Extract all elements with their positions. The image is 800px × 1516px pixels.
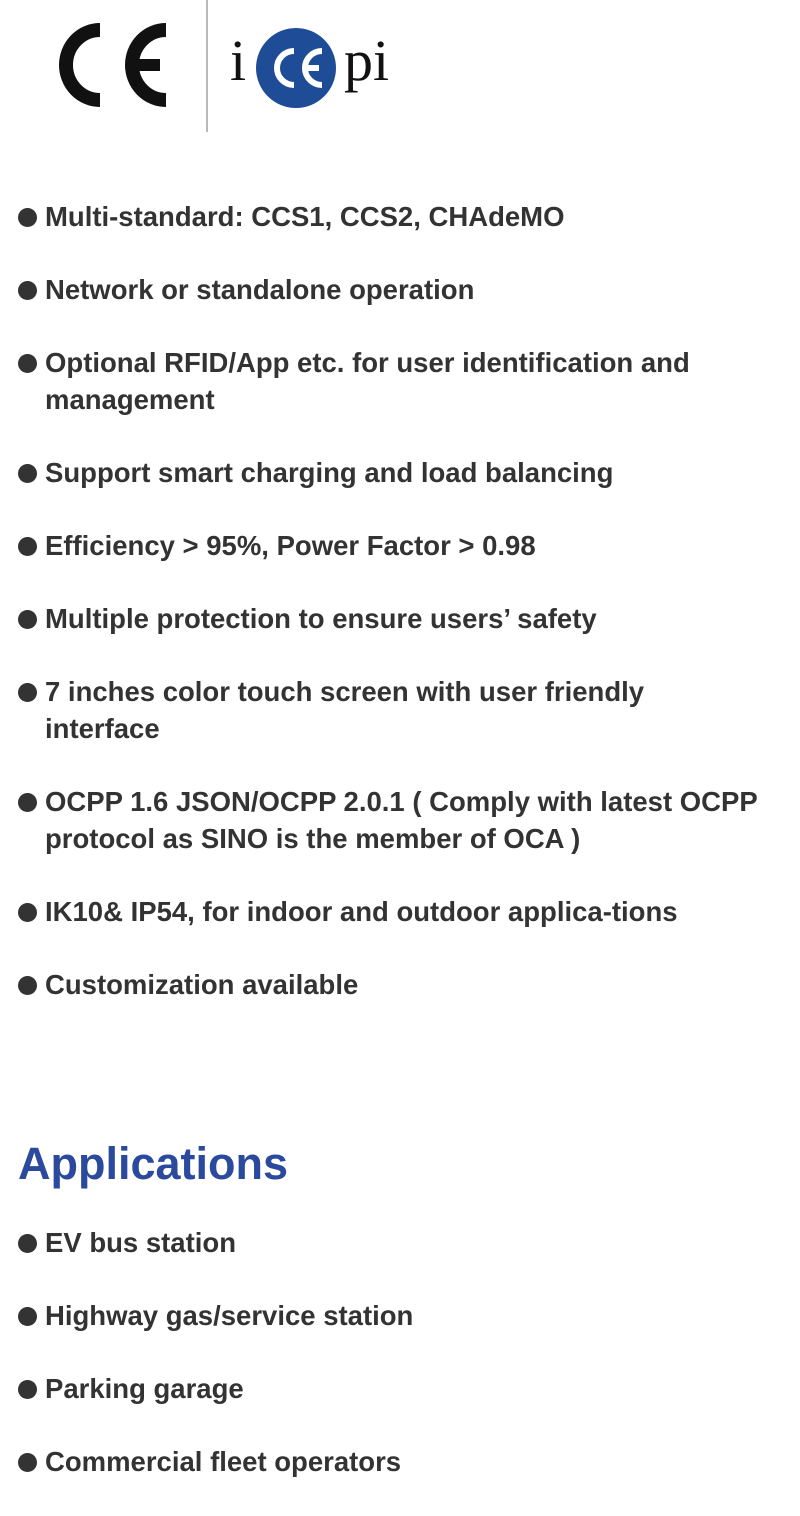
bullet-icon bbox=[18, 1234, 37, 1253]
applications-list bbox=[18, 1224, 758, 1516]
bullet-icon bbox=[18, 793, 37, 812]
bullet-icon bbox=[18, 976, 37, 995]
svg-text:i: i bbox=[230, 28, 247, 93]
feature-item bbox=[18, 271, 758, 308]
bullet-icon bbox=[18, 354, 37, 373]
certification-logos bbox=[0, 0, 800, 140]
bullet-icon bbox=[18, 208, 37, 227]
application-item bbox=[18, 1370, 758, 1407]
feature-text: Network or standalone operation bbox=[45, 274, 475, 305]
feature-item bbox=[18, 673, 758, 747]
bullet-icon bbox=[18, 281, 37, 300]
feature-text: IK10& IP54, for indoor and outdoor applica-tions bbox=[45, 896, 678, 927]
feature-text: Support smart charging and load balancing bbox=[45, 457, 614, 488]
bullet-icon bbox=[18, 610, 37, 629]
feature-item bbox=[18, 344, 758, 418]
bullet-icon bbox=[18, 1307, 37, 1326]
bullet-icon bbox=[18, 683, 37, 702]
feature-item bbox=[18, 600, 758, 637]
bullet-icon bbox=[18, 903, 37, 922]
ce-mark-logo bbox=[50, 22, 170, 108]
feature-item bbox=[18, 893, 758, 930]
bullet-icon bbox=[18, 537, 37, 556]
feature-text: 7 inches color touch screen with user friendly interface bbox=[45, 676, 645, 744]
bullet-icon bbox=[18, 464, 37, 483]
feature-text: Optional RFID/App etc. for user identification and management bbox=[45, 347, 690, 415]
feature-text: Multi-standard: CCS1, CCS2, CHAdeMO bbox=[45, 201, 565, 232]
feature-list bbox=[18, 198, 758, 1039]
applications-heading: Applications bbox=[18, 1138, 289, 1189]
icepi-logo bbox=[226, 18, 416, 110]
bullet-icon bbox=[18, 1380, 37, 1399]
bullet-icon bbox=[18, 1453, 37, 1472]
application-text: Parking garage bbox=[45, 1373, 244, 1404]
feature-item bbox=[18, 454, 758, 491]
feature-text: Customization available bbox=[45, 969, 359, 1000]
feature-text: Efficiency > 95%, Power Factor > 0.98 bbox=[45, 530, 536, 561]
feature-item bbox=[18, 966, 758, 1003]
application-text: EV bus station bbox=[45, 1227, 236, 1258]
logo-divider bbox=[206, 0, 208, 132]
application-item bbox=[18, 1297, 758, 1334]
application-item bbox=[18, 1224, 758, 1261]
feature-item bbox=[18, 198, 758, 235]
application-text: Commercial fleet operators bbox=[45, 1446, 402, 1477]
svg-text:pi: pi bbox=[344, 28, 390, 93]
feature-text: Multiple protection to ensure users’ safety bbox=[45, 603, 597, 634]
feature-item bbox=[18, 783, 758, 857]
application-text: Highway gas/service station bbox=[45, 1300, 414, 1331]
feature-item bbox=[18, 527, 758, 564]
application-item bbox=[18, 1443, 758, 1480]
feature-text: OCPP 1.6 JSON/OCPP 2.0.1 ( Comply with latest OCPP protocol as SINO is the member of OCA ) bbox=[45, 786, 758, 854]
